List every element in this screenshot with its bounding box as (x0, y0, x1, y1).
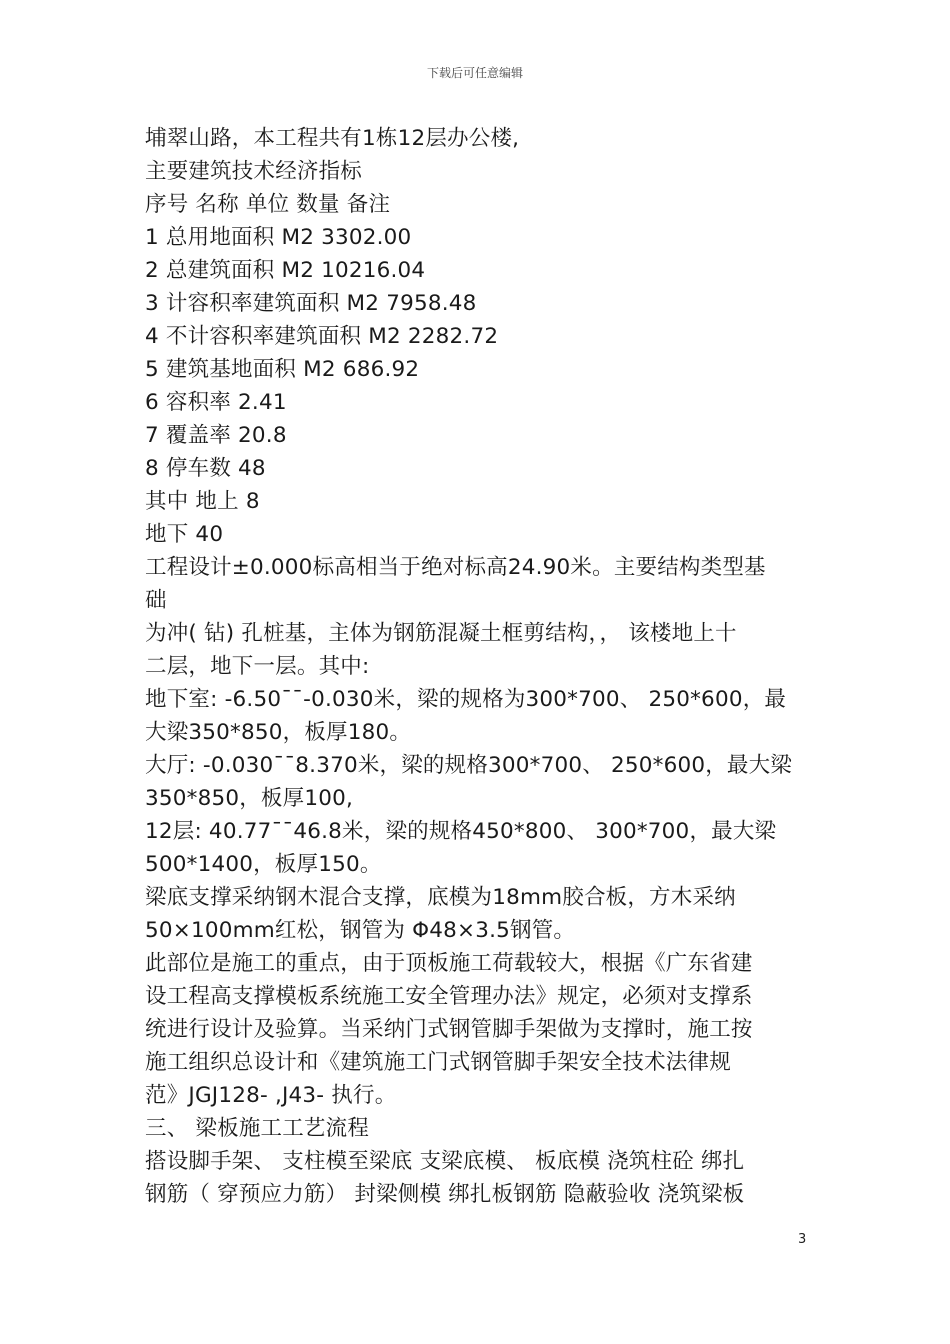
indicator-row: 8 停车数 48 (145, 456, 266, 481)
indicator-row: 4 不计容积率建筑面积 M2 2282.72 (145, 324, 499, 349)
indicator-row: 地下 40 (145, 522, 224, 547)
text-line: 统进行设计及验算。当采纳门式钢管脚手架做为支撑时，施工按 (145, 1017, 753, 1042)
indicator-row: 5 建筑基地面积 M2 686.92 (145, 357, 420, 382)
text-line: 础 (145, 588, 167, 613)
table-header-line: 序号 名称 单位 数量 备注 (145, 192, 391, 217)
text-line: 地下室: -6.50¯¯-0.030米，梁的规格为300*700、 250*600，最 (145, 687, 787, 712)
page-header: 下载后可任意编辑 (426, 66, 523, 80)
text-line: 施工组织总设计和《建筑施工门式钢管脚手架安全技术法律规 (145, 1050, 731, 1075)
text-line: 大厅: -0.030¯¯8.370米，梁的规格300*700、 250*600，最大梁 (145, 753, 793, 778)
indicator-row: 7 覆盖率 20.8 (145, 423, 287, 448)
section-heading: 三、 梁板施工工艺流程 (145, 1116, 370, 1141)
indicator-row: 其中 地上 8 (145, 489, 260, 514)
text-line: 350*850，板厚100, (145, 786, 353, 811)
text-line: 12层: 40.77¯¯46.8米，梁的规格450*800、 300*700，最大梁 (145, 819, 777, 844)
text-line: 梁底支撑采纳钢木混合支撑，底模为18mm胶合板，方木采纳 (145, 885, 736, 910)
process-flow-line: 钢筋（ 穿预应力筋） 封梁侧模 绑扎板钢筋 隐蔽验收 浇筑梁板 (145, 1182, 745, 1207)
text-line: 50×100mm红松，钢管为 Φ48×3.5钢管。 (145, 918, 576, 943)
section-heading: 主要建筑技术经济指标 (145, 159, 363, 184)
indicator-row: 6 容积率 2.41 (145, 390, 287, 415)
indicator-row: 2 总建筑面积 M2 10216.04 (145, 258, 426, 283)
text-line: 500*1400，板厚150。 (145, 852, 382, 877)
text-line: 二层，地下一层。其中: (145, 654, 370, 679)
indicator-row: 1 总用地面积 M2 3302.00 (145, 225, 412, 250)
text-line: 埔翠山路，本工程共有1栋12层办公楼, (145, 126, 520, 151)
process-flow-line: 搭设脚手架、 支柱模至梁底 支梁底模、 板底模 浇筑柱砼 绑扎 (145, 1149, 745, 1174)
text-line: 为冲( 钻) 孔桩基，主体为钢筋混凝土框剪结构，， 该楼地上十 (145, 621, 737, 646)
text-line: 设工程高支撑模板系统施工安全管理办法》规定，必须对支撑系 (145, 984, 753, 1009)
text-line: 此部位是施工的重点，由于顶板施工荷载较大，根据《广东省建 (145, 951, 753, 976)
text-line: 工程设计±0.000标高相当于绝对标高24.90米。主要结构类型基 (145, 555, 766, 580)
page-number: 3 (798, 1232, 807, 1247)
document-body (145, 122, 815, 1211)
text-line: 范》JGJ128- ,J43- 执行。 (145, 1083, 397, 1108)
indicator-row: 3 计容积率建筑面积 M2 7958.48 (145, 291, 477, 316)
text-line: 大梁350*850，板厚180。 (145, 720, 412, 745)
